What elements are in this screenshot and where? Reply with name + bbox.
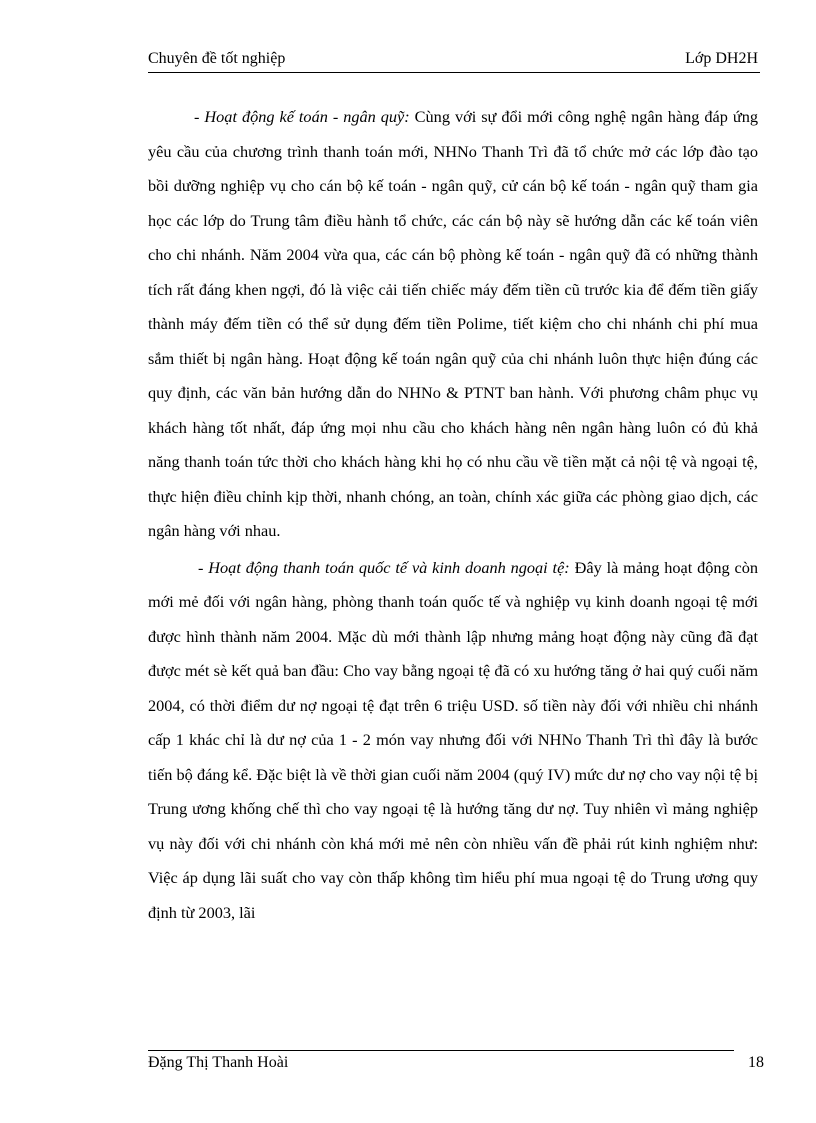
paragraph-accounting-treasury [148, 100, 758, 549]
paragraph-international-payment [148, 551, 758, 931]
footer-divider [148, 1050, 734, 1051]
page-number: 18 [748, 1054, 764, 1071]
page-header [148, 48, 760, 73]
paragraph-lead: - Hoạt động thanh toán quốc tế và kinh doanh ngoại tệ: [198, 557, 570, 577]
header-class: Lớp DH2H [685, 50, 758, 67]
header-title: Chuyên đề tốt nghiệp [148, 50, 286, 67]
paragraph-lead: - Hoạt động kế toán - ngân quỹ: [194, 107, 410, 126]
footer-author: Đặng Thị Thanh Hoài [148, 1054, 289, 1071]
paragraph-text: Cùng với sự đổi mới công nghệ ngân hàng đáp ứng yêu cầu của chương trình thanh toán mới, NHNo Thanh Trì đã tổ chức mở các lớp đào tạo bồi dưỡng nghiệp vụ cho cán bộ kế toán - ngân quỹ, cử cán bộ kế toán - ngân quỹ tham gia học các lớp do Trung tâm điều hành tổ chức, các cán bộ này sẽ hướng dẫn các kế toán viên cho chi nhánh. Năm 2004 vừa qua, các cán bộ phòng kế toán - ngân quỹ đã có những thành tích rất đáng khen ngợi, đó là việc cải tiến chiếc máy đếm tiền cũ trước kia để đếm tiền giấy thành máy đếm tiền có thể sử dụng đếm tiền Polime, tiết kiệm cho chi nhánh chi phí mua sắm thiết bị ngân hàng. Hoạt động kế toán ngân quỹ của chi nhánh luôn thực hiện đúng các quy định, các văn bản hướng dẫn do NHNo & PTNT ban hành. Với phương châm phục vụ khách hàng tốt nhất, đáp ứng mọi nhu cầu cho khách hàng nên ngân hàng luôn có đủ khả năng thanh toán tức thời cho khách hàng khi họ có nhu cầu về tiền mặt cả nội tệ và ngoại tệ, thực hiện điều chỉnh kịp thời, nhanh chóng, an toàn, chính xác giữa các phòng giao dịch, các ngân hàng với nhau. [148, 107, 758, 540]
paragraph-text: Đây là mảng hoạt động còn mới mẻ đối với ngân hàng, phòng thanh toán quốc tế và nghiệp vụ kinh doanh ngoại tệ mới được hình thành năm 2004. Mặc dù mới thành lập nhưng mảng hoạt động này cũng đã đạt được mét sè kết quả ban đầu: Cho vay bằng ngoại tệ đã có xu hướng tăng ở hai quý cuối năm 2004, có thời điểm dư nợ ngoại tệ đạt trên 6 triệu USD. số tiền này đối với nhiều chi nhánh cấp 1 khác chỉ là dư nợ của 1 - 2 món vay nhưng đối với NHNo Thanh Trì thì đây là bước tiến bộ đáng kể. Đặc biệt là về thời gian cuối năm 2004 (quý IV) mức dư nợ cho vay nội tệ bị Trung ương khống chế thì cho vay ngoại tệ là hướng tăng dư nợ. Tuy nhiên vì mảng nghiệp vụ này đối với chi nhánh còn khá mới mẻ nên còn nhiều vấn đề phải rút kinh nghiệm như: Việc áp dụng lãi suất cho vay còn thấp không tìm hiểu phí mua ngoại tệ do Trung ương quy định từ 2003, lãi [148, 557, 759, 922]
page-body [148, 100, 758, 930]
